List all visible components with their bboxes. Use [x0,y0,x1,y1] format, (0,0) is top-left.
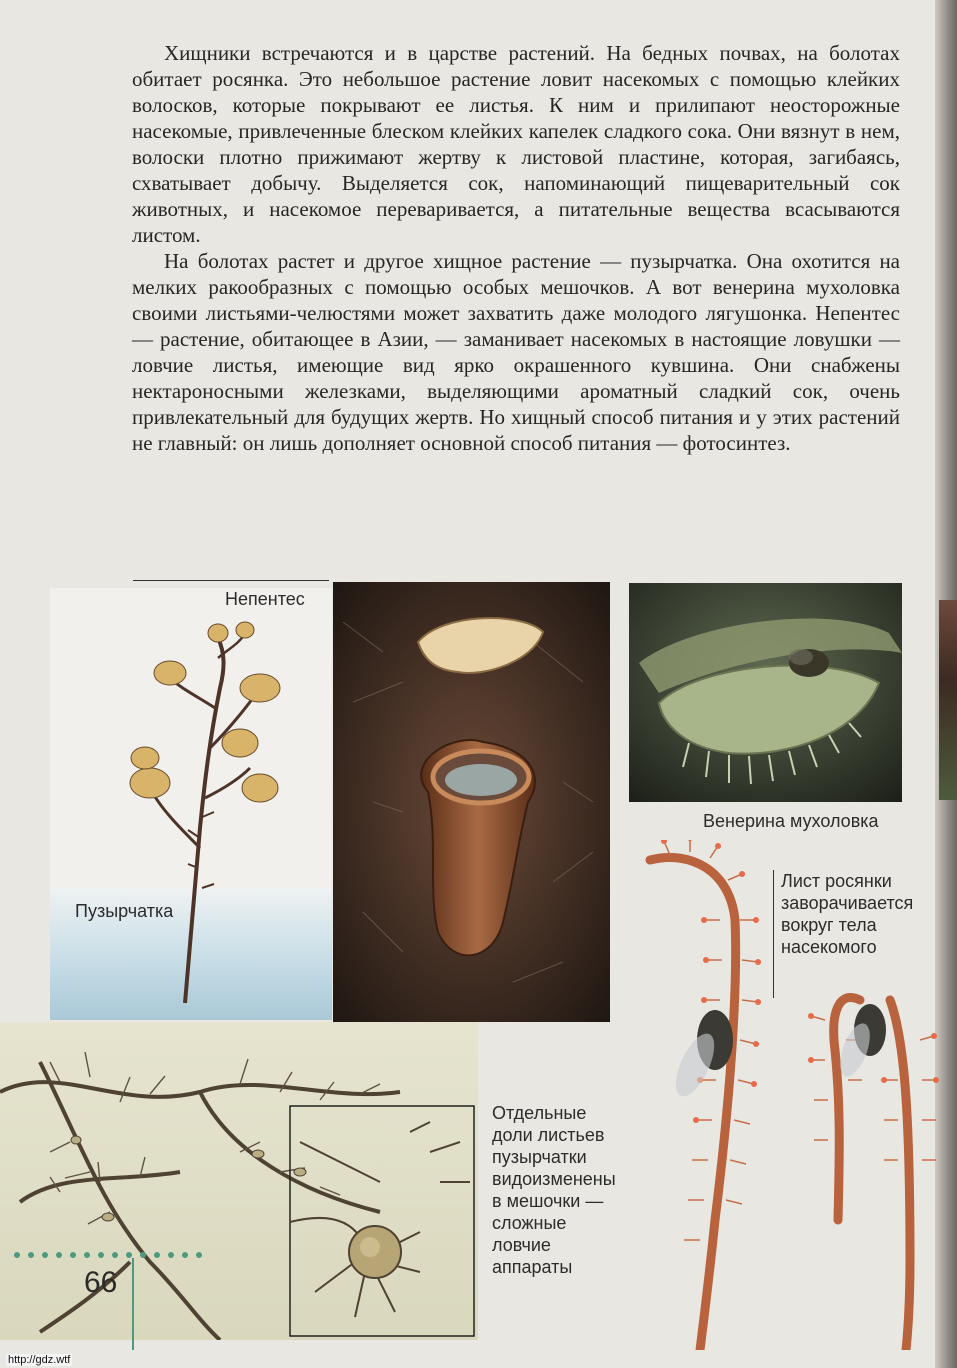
body-text [132,40,900,456]
nepenthes-photo [333,582,610,1022]
decorative-dots [14,1252,202,1258]
caption-bladderwort: Пузырчатка [75,901,174,921]
page-number-rule [132,1258,134,1350]
bladderwort-traps-illustration [0,1022,478,1340]
sundew-line-4: насекомого [781,937,877,957]
caption-nepenthes: Непентес [225,589,305,609]
page-number: 66 [84,1266,118,1299]
caption-rule [133,580,329,581]
watermark: http://gdz.wtf [8,1354,71,1366]
next-page-photo-strip [939,600,957,800]
sundew-line-3: вокруг тела [781,915,877,935]
sundew-line-1: Лист росянки [781,871,892,891]
bladderwort-illustration [50,588,332,1020]
sundew-line-2: заворачивается [781,893,914,913]
bladders-line-7: ловчие [492,1235,551,1255]
paragraph-1: Хищники встречаются и в царстве растений. На бедных почвах, на болотах обитает росянка. Это небольшое растение ловит насекомых с помощью клейких волосков, которые покрывают ее листья. К ним и прилипают неосторожные насекомые, привлеченные блеском клейких капелек сладкого сока. Они вязнут в нем, волоски плотно прижимают жертву к листовой пластине, которая, загибаясь, схватывает добычу. Выделяется сок, напоминающий пищеварительный сок животных, и насекомое переваривается, а питательные вещества всасываются листом. [132,41,900,247]
bladders-line-3: пузырчатки [492,1147,587,1167]
bladders-line-4: видоизменены [492,1169,616,1189]
sundew-illustration [620,840,940,1350]
bladders-line-8: аппараты [492,1257,573,1277]
venus-flytrap-photo [629,583,902,802]
bladders-line-5: в мешочки — [492,1191,604,1211]
caption-bladders [492,1102,616,1278]
paragraph-2: На болотах растет и другое хищное растение — пузырчатка. Она охотится на мелких ракообразных с помощью особых мешочков. А вот венерина мухоловка своими листьями-челюстями может захватить даже молодого лягушонка. Непентес — растение, обитающее в Азии, — заманивает насекомых в настоящие ловушки — ловчие листья, имеющие вид ярко окрашенного кувшина. Они снабжены нектароносными железками, выделяющими ароматный сладкий сок, очень привлекательный для будущих жертв. Но хищный способ питания и у этих растений не главный: он лишь дополняет основной способ питания — фотосинтез. [132,249,900,455]
bladders-line-6: сложные [492,1213,567,1233]
bladders-line-2: доли листьев [492,1125,605,1145]
bladders-line-1: Отдельные [492,1103,587,1123]
caption-venus-flytrap: Венерина мухоловка [703,811,879,831]
